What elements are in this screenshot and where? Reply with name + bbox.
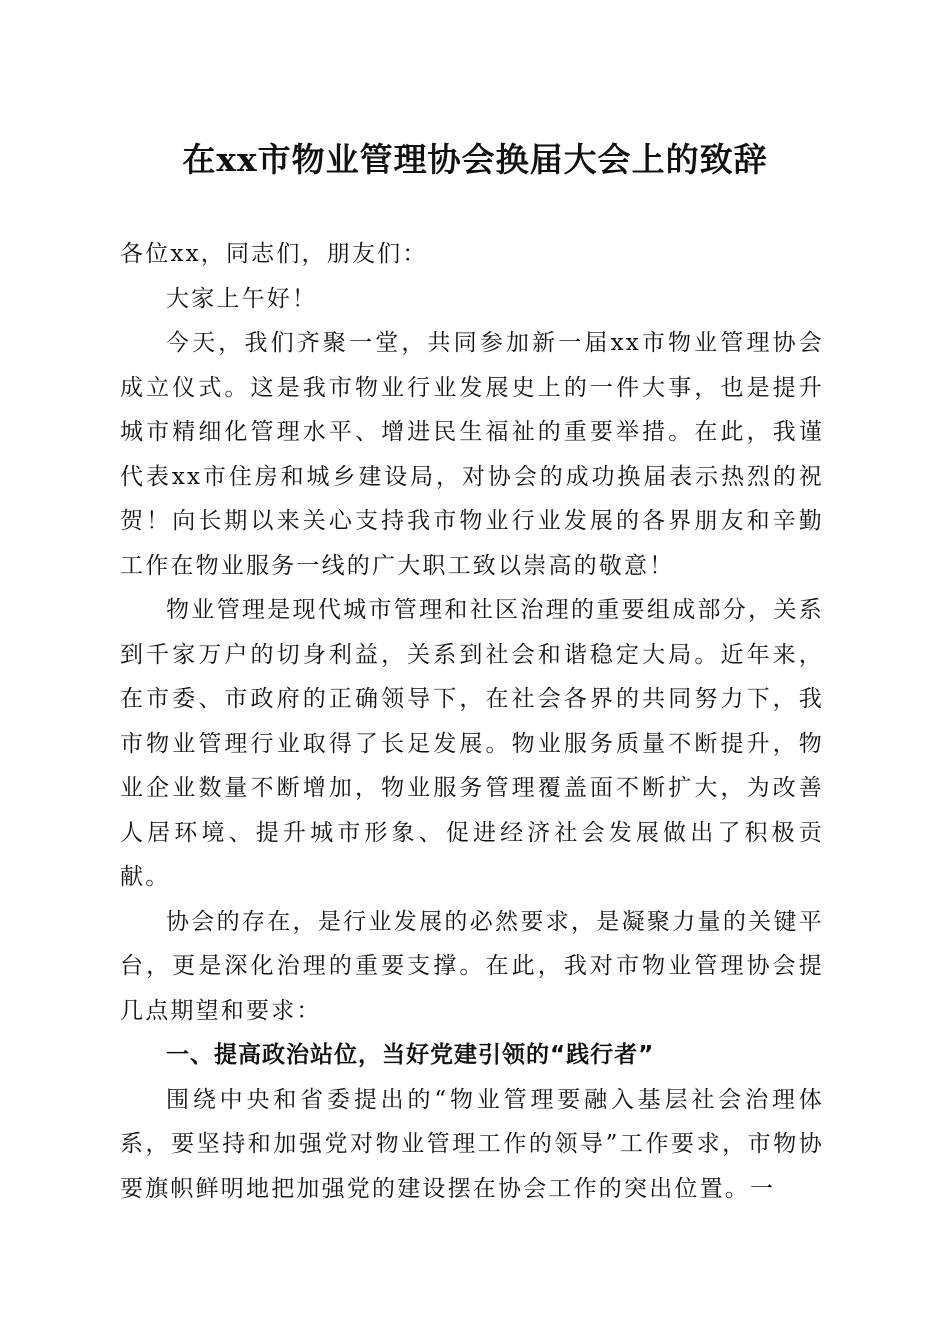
paragraph-greeting: 大家上午好！ bbox=[166, 285, 318, 312]
paragraph-association: 协会的存在，是行业发展的必然要求，是凝聚力量的关键平台，更是深化治理的重要支撑。在此，我对市物业管理协会提几点期望和要求： bbox=[120, 908, 824, 1024]
document-body bbox=[120, 232, 824, 1211]
salutation: 各位xx，同志们，朋友们： bbox=[120, 241, 428, 267]
paragraph-section-one: 围绕中央和省委提出的“物业管理要融入基层社会治理体系，要坚持和加强党对物业管理工作的领导”工作要求，市物协要旗帜鲜明地把加强党的建设摆在协会工作的突出位置。一 bbox=[120, 1086, 824, 1202]
section-heading: 一、提高政治站位，当好党建引领的“践行者” bbox=[166, 1042, 655, 1068]
document-title: 在xx市物业管理协会换届大会上的致辞 bbox=[182, 140, 768, 179]
paragraph-industry: 物业管理是现代城市管理和社区治理的重要组成部分，关系到千家万户的切身利益，关系到社会和谐稳定大局。近年来，在市委、市政府的正确领导下，在社会各界的共同努力下，我市物业管理行业取得了长足发展。物业服务质量不断提升，物业企业数量不断增加，物业服务管理覆盖面不断扩大，为改善人居环境、提升城市形象、促进经济社会发展做出了积极贡献。 bbox=[120, 597, 824, 890]
paragraph-opening: 今天，我们齐聚一堂，共同参加新一届xx市物业管理协会成立仪式。这是我市物业行业发展史上的一件大事，也是提升城市精细化管理水平、增进民生福祉的重要举措。在此，我谨代表xx市住房和城乡建设局，对协会的成功换届表示热烈的祝贺！向长期以来关心支持我市物业行业发展的各界朋友和辛勤工作在物业服务一线的广大职工致以崇高的敬意！ bbox=[120, 330, 824, 579]
